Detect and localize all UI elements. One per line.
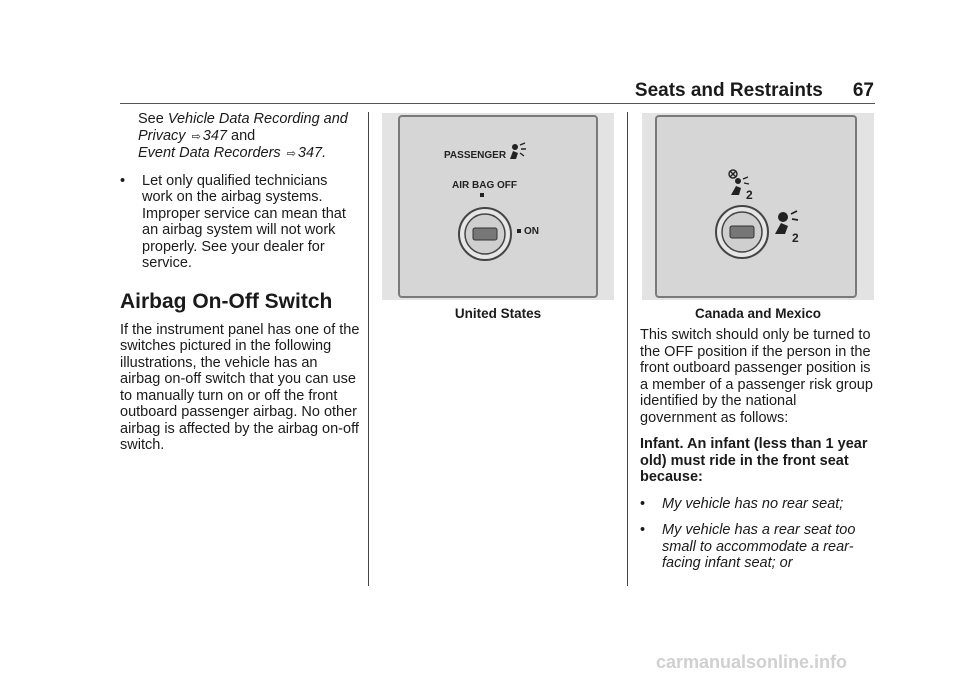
figure-us-caption: United States xyxy=(454,306,542,321)
ref1-title-a[interactable]: Vehicle Data Recording and xyxy=(167,111,348,127)
ref-arrow-icon: ⇨ xyxy=(286,148,296,160)
bullet-dot-icon: • xyxy=(640,522,646,538)
and-text: and xyxy=(231,127,256,144)
canada-switch-illustration xyxy=(642,113,874,300)
ref-arrow-icon: ⇨ xyxy=(191,130,201,143)
see-prefix: See xyxy=(138,111,164,127)
page-header xyxy=(635,80,874,102)
bullet-dot-icon: • xyxy=(120,172,126,189)
column-divider-2 xyxy=(627,112,628,586)
bullet-text: My vehicle has a rear seat too small to accommodate a rear-facing infant seat; or xyxy=(662,522,856,571)
bullet-item xyxy=(120,173,360,272)
on-icon-number: 2 xyxy=(792,231,799,245)
off-icon-number: 2 xyxy=(746,188,753,202)
bullet-dot-icon: • xyxy=(640,495,646,512)
bullet-item xyxy=(640,496,875,513)
body-paragraph: If the instrument panel has one of the switches pictured in the following illustrations, the vehicle has an airbag on-off switch that you can use to manually turn on or off the front outboard passenger airbag. No other airbag is affected by the airbag on-off switch. xyxy=(120,321,360,453)
figure-canada-switch xyxy=(642,113,874,300)
us-switch-illustration xyxy=(382,113,614,300)
on-indicator xyxy=(517,229,521,233)
label-passenger: PASSENGER xyxy=(444,150,507,161)
figure-us-switch xyxy=(382,113,614,300)
ref2-title[interactable]: Event Data Recorders xyxy=(138,145,281,161)
column-1 xyxy=(120,111,360,464)
column-divider-1 xyxy=(368,112,369,586)
infant-heading: Infant. An infant (less than 1 year old) must ride in the front seat because: xyxy=(640,436,868,485)
label-on: ON xyxy=(524,226,539,237)
header-rule xyxy=(120,103,875,104)
figure-canada-caption: Canada and Mexico xyxy=(694,306,822,321)
ref2-page[interactable]: 347. xyxy=(297,145,327,161)
watermark-logo: carmanualsonline.info xyxy=(656,652,848,672)
section-heading: Airbag On-Off Switch xyxy=(120,289,333,313)
bullet-item xyxy=(640,522,875,572)
off-indicator xyxy=(480,193,484,197)
ref1-title-b[interactable]: Privacy xyxy=(138,127,186,144)
label-airbag-off: AIR BAG OFF xyxy=(452,180,517,191)
bullet-text: Let only qualified technicians work on the airbag systems. Improper service can mean that an airbag system will not work properly. See your dealer for service. xyxy=(142,172,346,271)
bullet-text: My vehicle has no rear seat; xyxy=(662,495,844,512)
see-reference xyxy=(120,111,360,163)
intro-paragraph: This switch should only be turned to the OFF position if the person in the front outboard passenger position is a member of a passenger risk group identified by the national government as follows: xyxy=(640,327,873,426)
key-switch xyxy=(716,206,768,258)
page-number: 67 xyxy=(852,80,874,101)
section-title: Seats and Restraints xyxy=(634,80,823,101)
column-3 xyxy=(640,327,875,582)
key-switch xyxy=(459,208,511,260)
ref1-page[interactable]: 347 xyxy=(202,127,227,144)
